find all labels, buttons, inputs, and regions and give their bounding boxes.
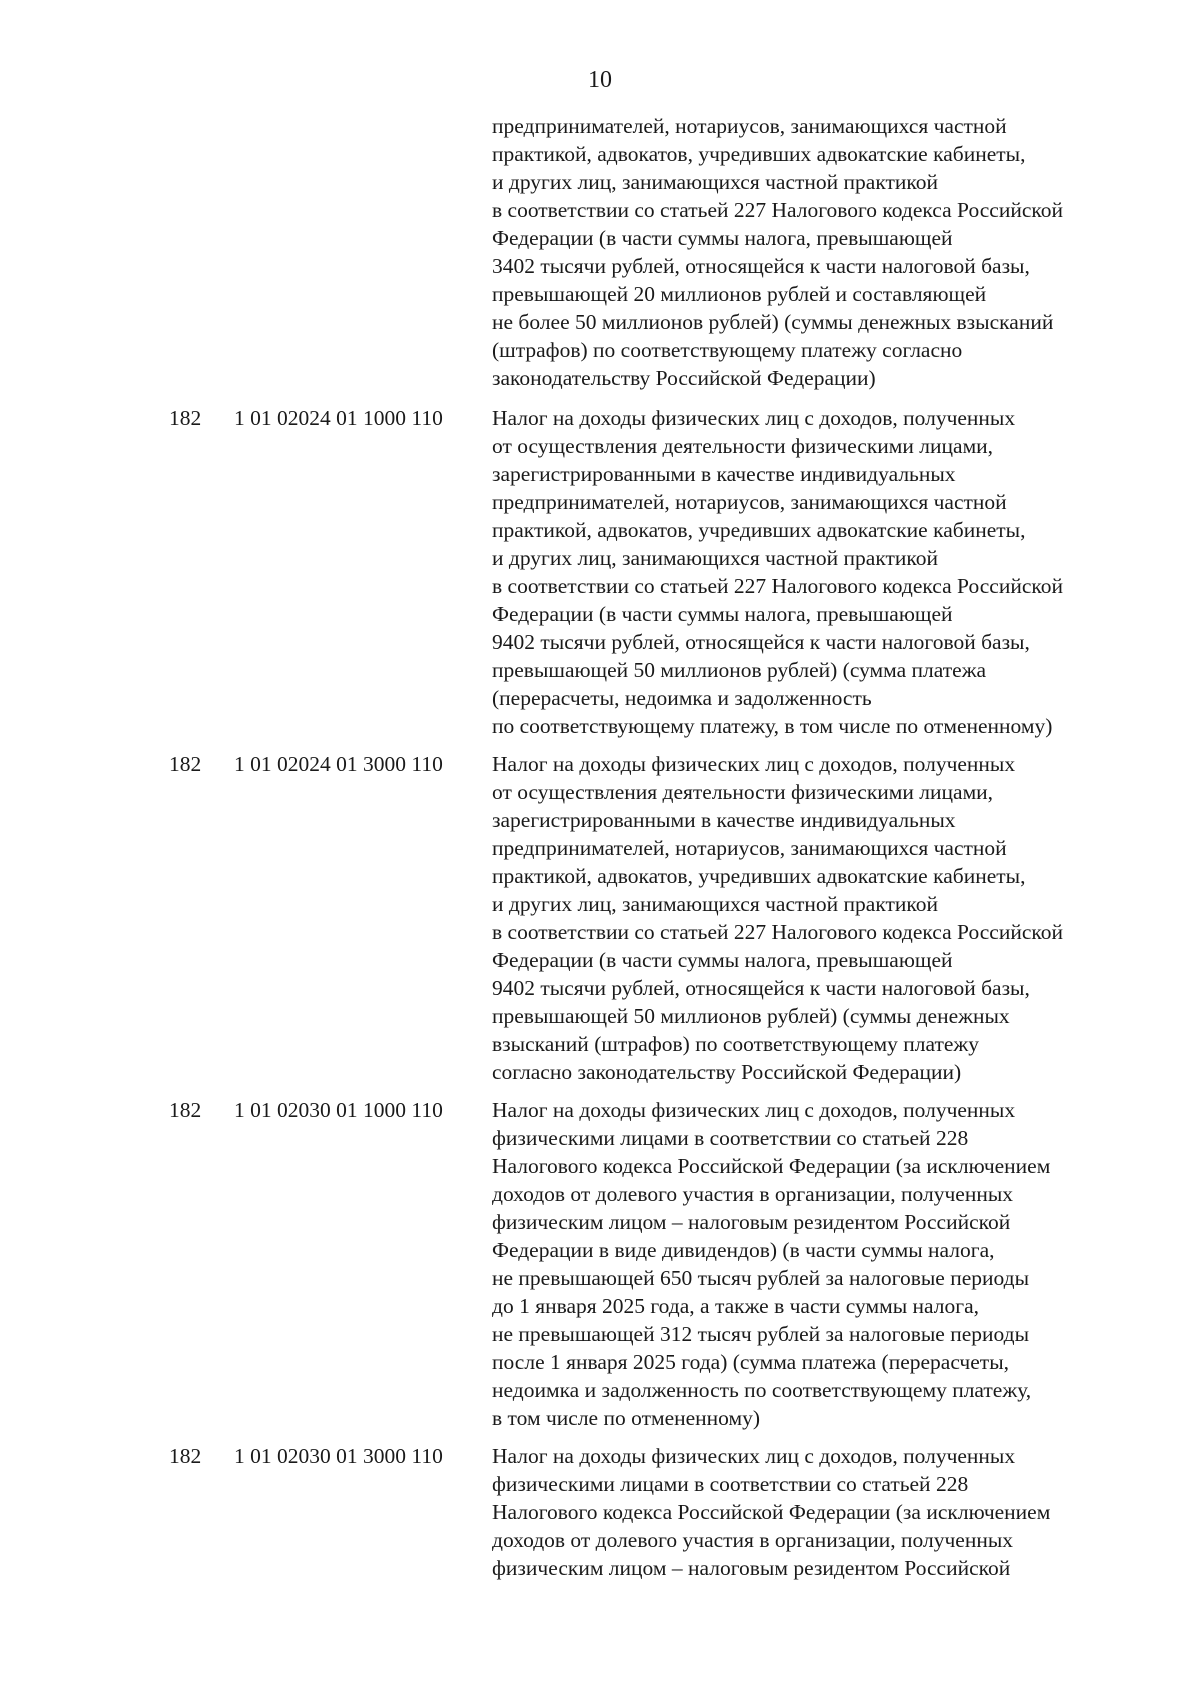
admin-code: 182 bbox=[169, 1098, 202, 1122]
row-description: Налог на доходы физических лиц с доходов, полученных от осуществления деятельности физическими лицами, зарегистрированными в качестве индивидуальных предпринимателей, нотариусов, занимающихся частной практикой, адвокатов, учредивших адвокатские кабинеты, и других лиц, занимающихся частной практикой в соответствии со статьей 227 Налогового кодекса Российской Федерации (в части суммы налога, превышающей 9402 тысячи рублей, относящейся к части налоговой базы, превышающей 50 миллионов рублей) (сумма платежа (перерасчеты, недоимка и задолженность по соответствующему платежу, в том числе по отмененному) bbox=[492, 406, 1063, 738]
budget-code: 1 01 02024 01 1000 110 bbox=[234, 406, 443, 430]
admin-code: 182 bbox=[169, 1444, 202, 1468]
row-description: Налог на доходы физических лиц с доходов, полученных физическими лицами в соответствии со статьей 228 Налогового кодекса Российской Федерации (за исключением доходов от долевого участия в организации, полученных физическим лицом – налоговым резидентом Российской bbox=[492, 1444, 1051, 1580]
budget-code: 1 01 02024 01 3000 110 bbox=[234, 752, 443, 776]
budget-code: 1 01 02030 01 3000 110 bbox=[234, 1444, 443, 1468]
row-description: Налог на доходы физических лиц с доходов, полученных физическими лицами в соответствии со статьей 228 Налогового кодекса Российской Федерации (за исключением доходов от долевого участия в организации, полученных физическим лицом – налоговым резидентом Российской Федерации в виде дивидендов) (в части суммы налога, не превышающей 650 тысяч рублей за налоговые периоды до 1 января 2025 года, а также в части суммы налога, не превышающей 312 тысяч рублей за налоговые периоды после 1 января 2025 года) (сумма платежа (перерасчеты, недоимка и задолженность по соответствующему платежу, в том числе по отмененному) bbox=[492, 1098, 1051, 1430]
continuation-text: предпринимателей, нотариусов, занимающихся частной практикой, адвокатов, учредивших адвокатские кабинеты, и других лиц, занимающихся частной практикой в соответствии со статьей 227 Налогового кодекса Российской Федерации (в части суммы налога, превышающей 3402 тысячи рублей, относящейся к части налоговой базы, превышающей 20 миллионов рублей и составляющей не более 50 миллионов рублей) (суммы денежных взысканий (штрафов) по соответствующему платежу согласно законодательству Российской Федерации) bbox=[492, 114, 1063, 390]
budget-code: 1 01 02030 01 1000 110 bbox=[234, 1098, 443, 1122]
admin-code: 182 bbox=[169, 406, 202, 430]
page-number: 10 bbox=[588, 67, 612, 93]
admin-code: 182 bbox=[169, 752, 202, 776]
row-description: Налог на доходы физических лиц с доходов, полученных от осуществления деятельности физическими лицами, зарегистрированными в качестве индивидуальных предпринимателей, нотариусов, занимающихся частной практикой, адвокатов, учредивших адвокатские кабинеты, и других лиц, занимающихся частной практикой в соответствии со статьей 227 Налогового кодекса Российской Федерации (в части суммы налога, превышающей 9402 тысячи рублей, относящейся к части налоговой базы, превышающей 50 миллионов рублей) (суммы денежных взысканий (штрафов) по соответствующему платежу согласно законодательству Российской Федерации) bbox=[492, 752, 1063, 1084]
